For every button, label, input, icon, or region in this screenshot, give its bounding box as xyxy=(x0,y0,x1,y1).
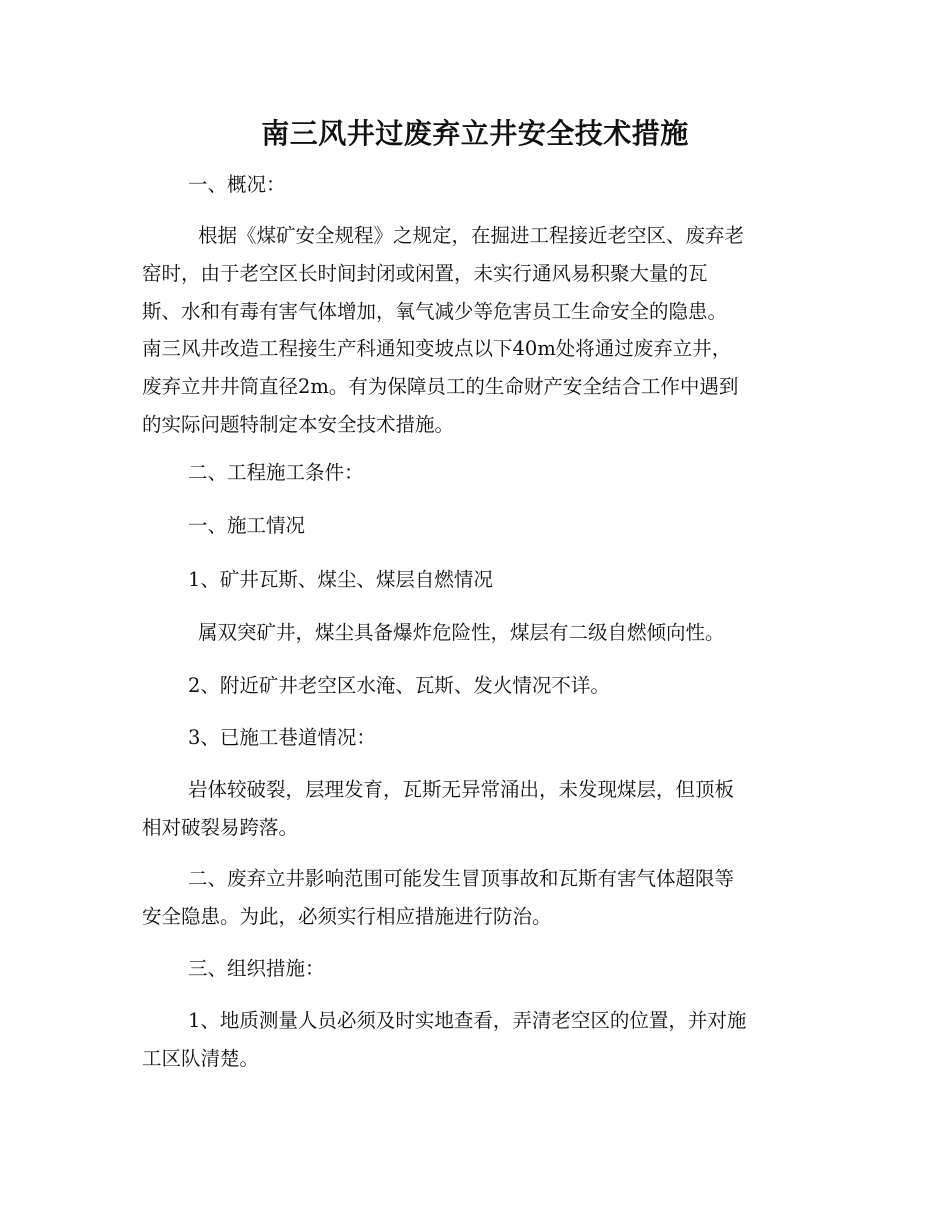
text-line: 二、工程施工条件： xyxy=(188,461,364,484)
subheading-construction xyxy=(142,507,852,545)
item-nearby-goaf xyxy=(142,667,852,705)
item-gas-dust xyxy=(142,561,852,599)
item-roadway xyxy=(142,719,852,757)
text-line: 三、组织措施： xyxy=(188,957,325,980)
text-line: 安全隐患。为此，必须实行相应措施进行防治。 xyxy=(142,904,552,928)
text-line: 南三风井改造工程接生产科通知变坡点以下40m处将通过废弃立井， xyxy=(142,337,732,361)
paragraph-overview xyxy=(142,217,806,444)
text-line: 1、地质测量人员必须及时实地查看，弄清老空区的位置，并对施 xyxy=(188,1009,747,1032)
text-line: 二、废弃立井影响范围可能发生冒顶事故和瓦斯有害气体超限等 xyxy=(188,867,735,890)
section-heading-organization xyxy=(142,950,852,988)
text-line: 属双突矿井，煤尘具备爆炸危险性，煤层有二级自燃倾向性。 xyxy=(198,621,725,644)
text-line: 一、施工情况 xyxy=(188,514,306,537)
document-title: 南三风井过废弃立井安全技术措施 xyxy=(261,117,689,150)
text-line: 根据《煤矿安全规程》之规定，在掘进工程接近老空区、废弃老 xyxy=(198,224,745,247)
text-line: 相对破裂易跨落。 xyxy=(142,815,299,839)
text-line: 斯、水和有毒有害气体增加，氧气减少等危害员工生命安全的隐患。 xyxy=(142,299,728,323)
section-heading-overview xyxy=(142,166,852,204)
paragraph-mine-type xyxy=(142,614,862,652)
text-line: 1、矿井瓦斯、煤尘、煤层自燃情况 xyxy=(188,568,493,591)
text-line: 3、已施工巷道情况： xyxy=(188,726,376,749)
text-line: 工区队清楚。 xyxy=(142,1046,260,1070)
text-line: 一、概况： xyxy=(188,173,286,196)
paragraph-rock xyxy=(142,771,806,847)
text-line: 窑时，由于老空区长时间封闭或闲置，未实行通风易积聚大量的瓦 xyxy=(142,261,708,285)
text-line: 的实际问题特制定本安全技术措施。 xyxy=(142,412,455,436)
text-line: 废弃立井井筒直径2m。有为保障员工的生命财产安全结合工作中遇到 xyxy=(142,375,739,399)
text-line: 2、附近矿井老空区水淹、瓦斯、发火情况不详。 xyxy=(188,674,610,697)
paragraph-hazards xyxy=(142,860,806,936)
paragraph-survey xyxy=(142,1002,806,1078)
section-heading-conditions xyxy=(142,454,852,492)
text-line: 岩体较破裂，层理发育，瓦斯无异常涌出，未发现煤层，但顶板 xyxy=(188,778,735,801)
